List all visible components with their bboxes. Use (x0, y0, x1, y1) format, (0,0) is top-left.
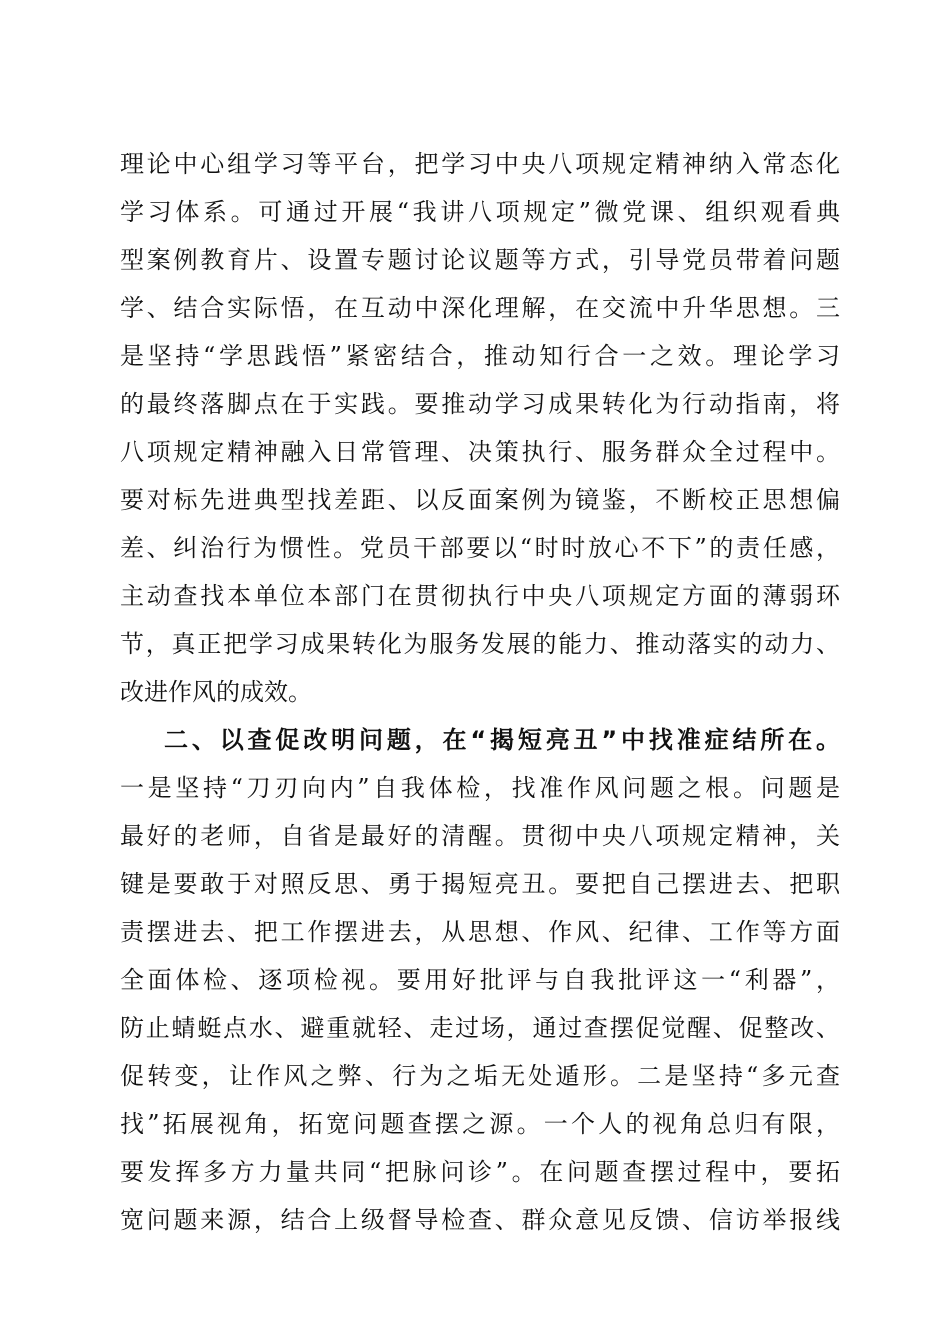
text-line: 促转变，让作风之弊、行为之垢无处遁形。二是坚持“多元查 (120, 1062, 840, 1090)
text-line: 键是要敢于对照反思、勇于揭短亮丑。要把自己摆进去、把职 (120, 870, 840, 898)
paragraph-2 (120, 764, 840, 1244)
text-line: 是坚持“学思践悟”紧密结合，推动知行合一之效。理论学习 (120, 342, 840, 370)
text-line: 一是坚持“刀刃向内”自我体检，找准作风问题之根。问题是 (120, 774, 840, 802)
text-line: 主动查找本单位本部门在贯彻执行中央八项规定方面的薄弱环 (120, 582, 840, 610)
document-body (120, 140, 840, 1244)
paragraph-1 (120, 140, 840, 716)
text-line: 节，真正把学习成果转化为服务发展的能力、推动落实的动力、 (120, 630, 840, 658)
text-line: 改进作风的成效。 (120, 678, 312, 706)
text-line: 找”拓展视角，拓宽问题查摆之源。一个人的视角总归有限， (120, 1110, 840, 1138)
text-line: 要对标先进典型找差距、以反面案例为镜鉴，不断校正思想偏 (120, 486, 840, 514)
text-line: 的最终落脚点在于实践。要推动学习成果转化为行动指南，将 (120, 390, 840, 418)
text-line: 责摆进去、把工作摆进去，从思想、作风、纪律、工作等方面 (120, 918, 840, 946)
text-line: 全面体检、逐项检视。要用好批评与自我批评这一“利器”， (120, 966, 840, 994)
text-line: 型案例教育片、设置专题讨论议题等方式，引导党员带着问题 (120, 246, 840, 274)
text-line: 理论中心组学习等平台，把学习中央八项规定精神纳入常态化 (120, 150, 840, 178)
text-line: 八项规定精神融入日常管理、决策执行、服务群众全过程中。 (120, 438, 840, 466)
text-line: 防止蜻蜓点水、避重就轻、走过场，通过查摆促觉醒、促整改、 (120, 1014, 840, 1042)
text-line: 差、纠治行为惯性。党员干部要以“时时放心不下”的责任感， (120, 534, 840, 562)
text-line: 学习体系。可通过开展“我讲八项规定”微党课、组织观看典 (120, 198, 840, 226)
section-heading: 二、以查促改明问题，在“揭短亮丑”中找准症结所在。 (164, 726, 840, 754)
text-line: 最好的老师，自省是最好的清醒。贯彻中央八项规定精神，关 (120, 822, 840, 850)
text-line: 学、结合实际悟，在互动中深化理解，在交流中升华思想。三 (120, 294, 840, 322)
text-line: 宽问题来源，结合上级督导检查、群众意见反馈、信访举报线 (120, 1206, 840, 1234)
text-line: 要发挥多方力量共同“把脉问诊”。在问题查摆过程中，要拓 (120, 1158, 840, 1186)
